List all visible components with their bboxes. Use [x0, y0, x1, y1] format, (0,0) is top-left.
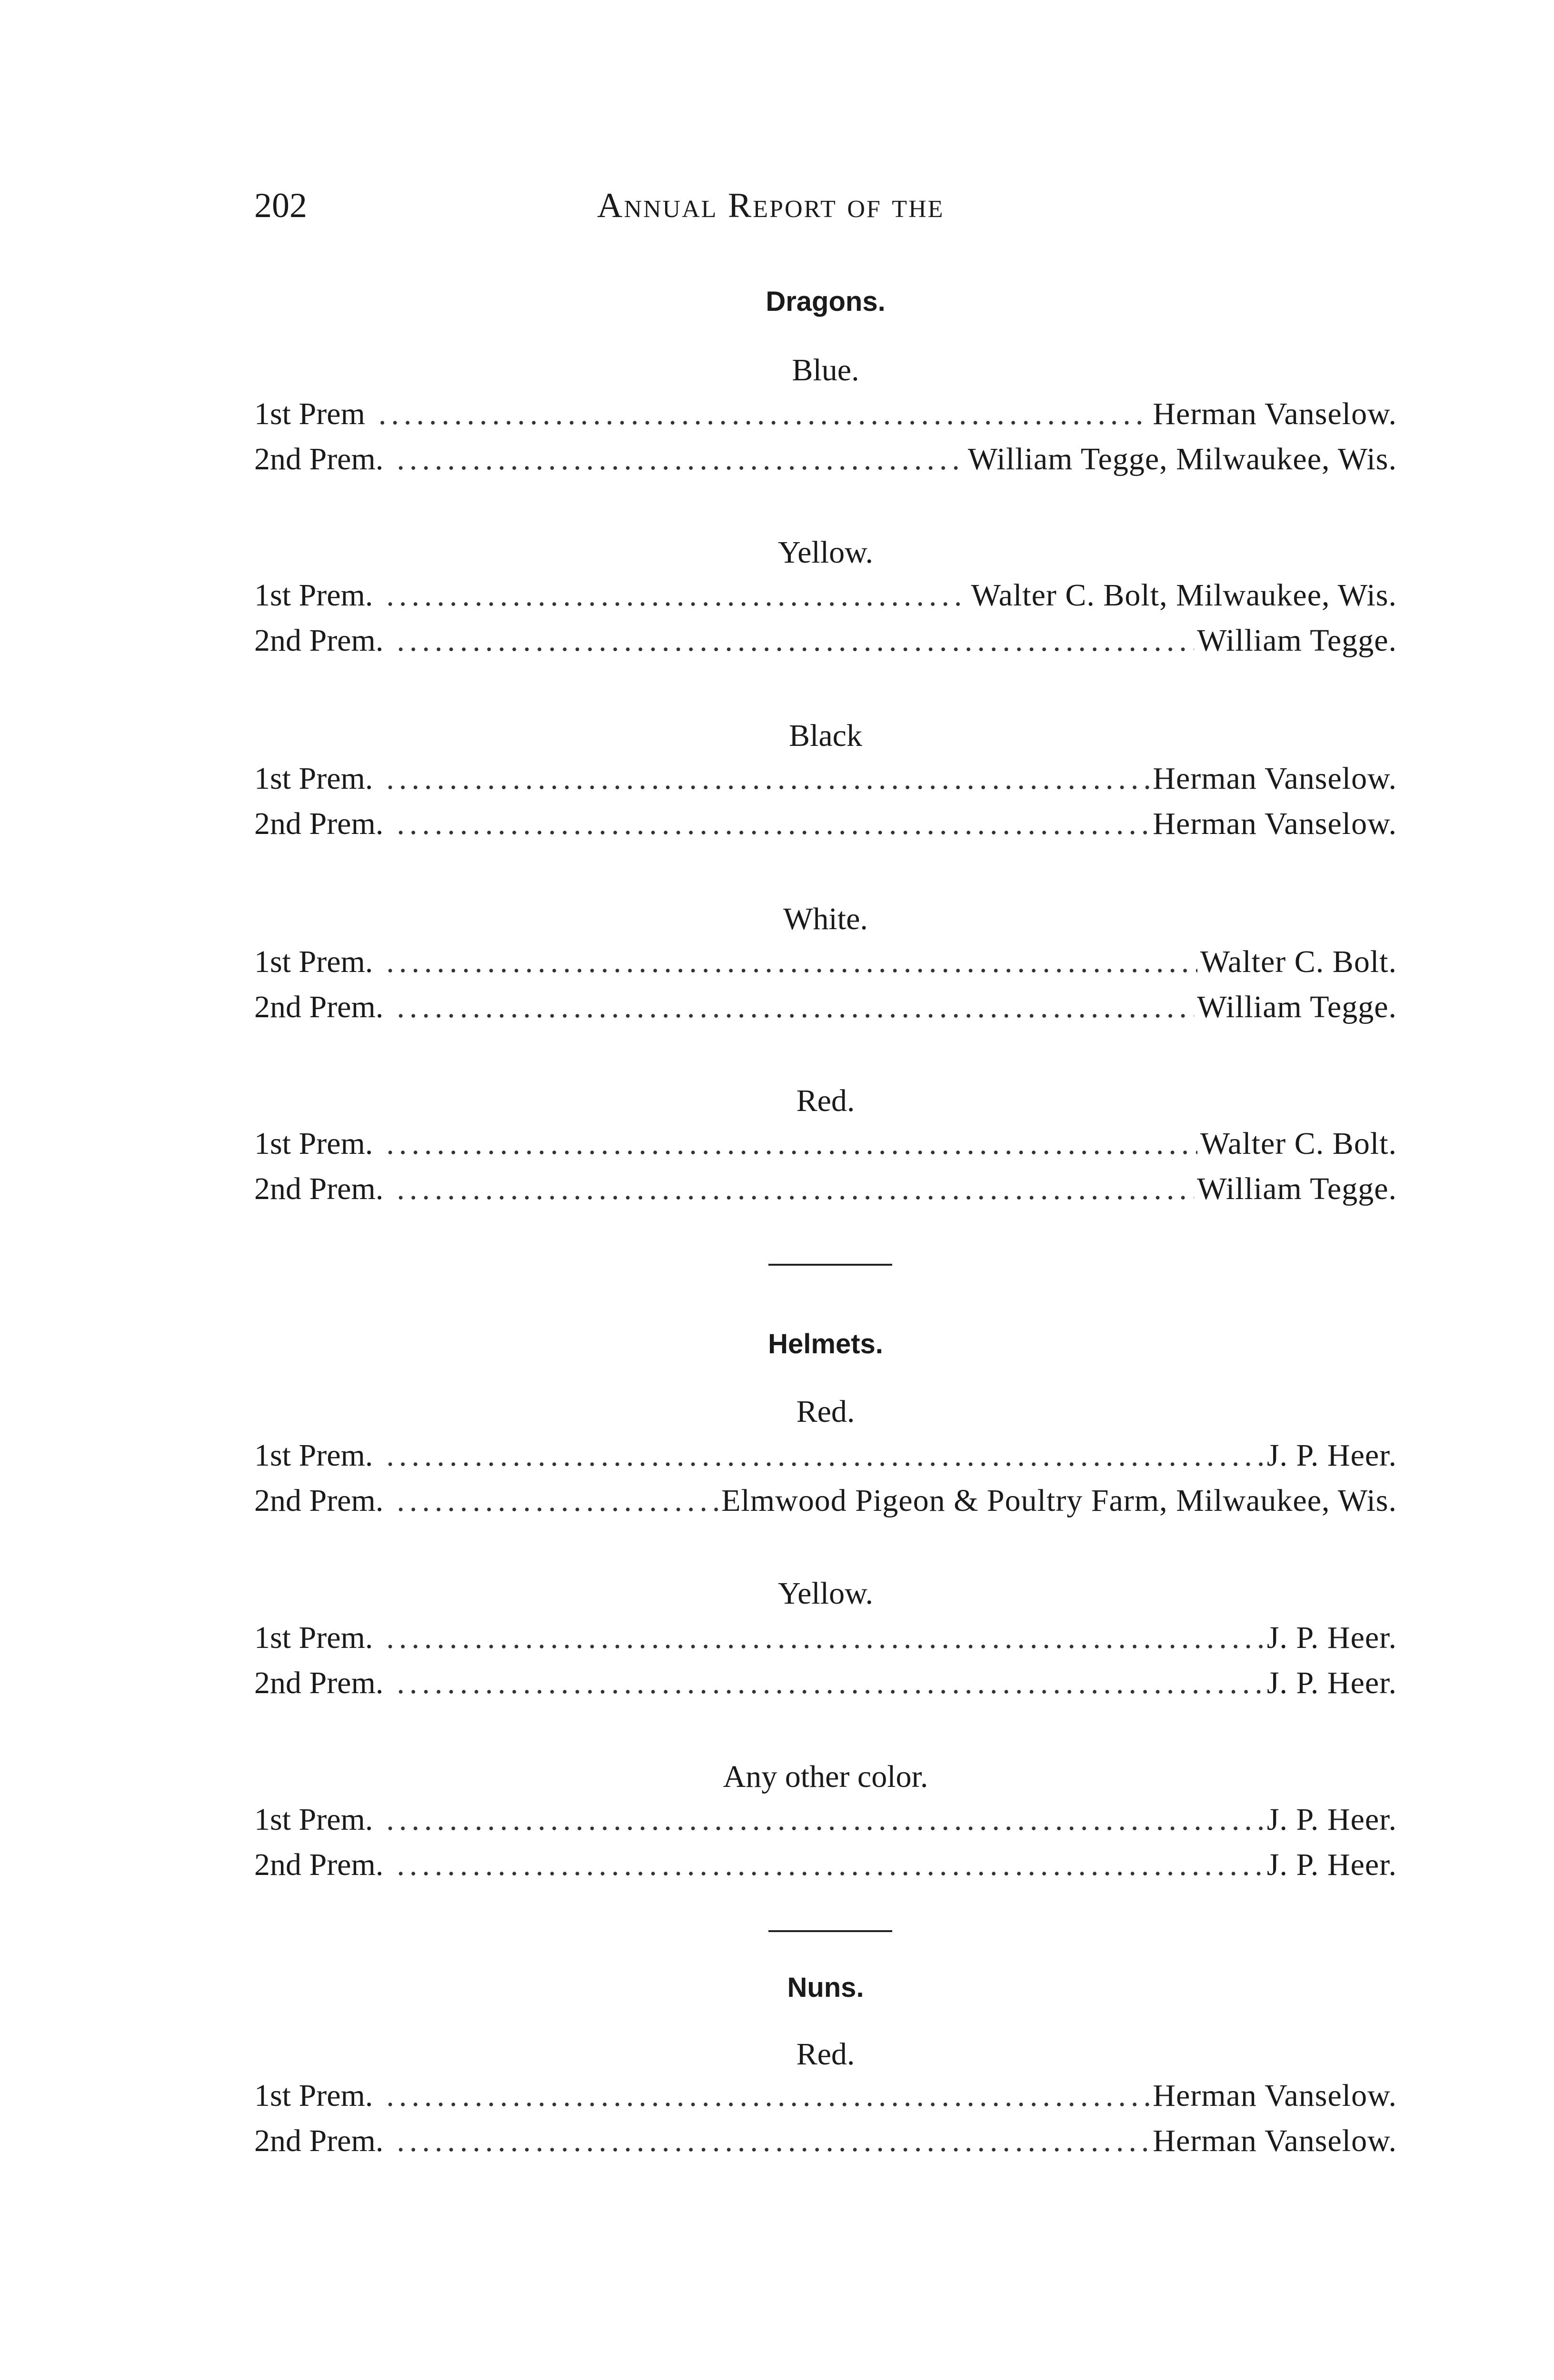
winner-name: Walter C. Bolt, Milwaukee, Wis.	[971, 578, 1397, 613]
dot-leader	[386, 1620, 1264, 1656]
premium-label: 2nd Prem.	[254, 2123, 384, 2158]
premium-label: 2nd Prem.	[254, 990, 384, 1024]
premium-row	[254, 806, 1397, 849]
premium-row	[254, 2078, 1397, 2121]
page-number: 202	[254, 186, 307, 225]
section-title: Dragons.	[766, 286, 886, 317]
dot-leader	[397, 1483, 718, 1519]
dot-leader	[397, 806, 1150, 842]
winner-name: J. P. Heer.	[1266, 1802, 1397, 1837]
premium-label: 1st Prem.	[254, 578, 373, 613]
premium-row	[254, 1620, 1397, 1663]
premium-row	[254, 1665, 1397, 1708]
dot-leader	[397, 623, 1194, 659]
winner-name: J. P. Heer.	[1266, 1438, 1397, 1473]
winner-name: Walter C. Bolt.	[1200, 1126, 1397, 1161]
premium-row	[254, 1847, 1397, 1890]
running-head: Annual Report of the	[597, 186, 945, 225]
dot-leader	[386, 2078, 1150, 2114]
winner-name: Herman Vanselow.	[1153, 806, 1397, 841]
premium-label: 2nd Prem.	[254, 1847, 384, 1882]
winner-name: William Tegge.	[1197, 623, 1397, 658]
premium-row	[254, 1483, 1397, 1526]
premium-label: 2nd Prem.	[254, 623, 384, 658]
dot-leader	[386, 944, 1197, 980]
section-title: Nuns.	[787, 1972, 864, 2003]
premium-row	[254, 761, 1397, 803]
winner-name: Herman Vanselow.	[1153, 2078, 1397, 2113]
premium-label: 1st Prem.	[254, 2078, 373, 2113]
color-heading: Yellow.	[778, 1576, 873, 1611]
premium-label: 1st Prem.	[254, 1620, 373, 1655]
premium-row	[254, 577, 1397, 620]
dot-leader	[397, 1665, 1264, 1701]
winner-name: Herman Vanselow.	[1153, 2123, 1397, 2158]
dot-leader	[386, 1126, 1197, 1162]
premium-label: 1st Prem.	[254, 944, 373, 979]
section-divider	[768, 1264, 892, 1266]
color-heading: Red.	[796, 1394, 855, 1429]
premium-row	[254, 1171, 1397, 1214]
color-heading: Yellow.	[778, 535, 873, 570]
dot-leader	[397, 1171, 1194, 1207]
dot-leader	[386, 1802, 1264, 1838]
premium-label: 1st Prem.	[254, 1802, 373, 1837]
dot-leader	[397, 989, 1194, 1025]
premium-label: 1st Prem.	[254, 1126, 373, 1161]
premium-row	[254, 944, 1397, 987]
premium-row	[254, 1802, 1397, 1844]
winner-name: J. P. Heer.	[1266, 1847, 1397, 1882]
dot-leader	[397, 441, 965, 477]
dot-leader	[386, 1438, 1264, 1474]
color-heading: Black	[789, 718, 862, 753]
page-header	[254, 186, 1064, 238]
winner-name: J. P. Heer.	[1266, 1620, 1397, 1655]
premium-row	[254, 396, 1397, 439]
color-heading: Any other color.	[723, 1759, 928, 1794]
winner-name: William Tegge, Milwaukee, Wis.	[967, 442, 1397, 476]
dot-leader	[397, 1847, 1264, 1883]
winner-name: William Tegge.	[1197, 1171, 1397, 1206]
section-title: Helmets.	[768, 1329, 883, 1359]
winner-name: Herman Vanselow.	[1153, 397, 1397, 431]
premium-row	[254, 623, 1397, 665]
premium-label: 2nd Prem.	[254, 1666, 384, 1700]
winner-name: William Tegge.	[1197, 990, 1397, 1024]
premium-row	[254, 2123, 1397, 2166]
color-heading: Blue.	[792, 353, 859, 387]
premium-label: 2nd Prem.	[254, 1171, 384, 1206]
section-divider	[768, 1930, 892, 1932]
premium-label: 2nd Prem.	[254, 806, 384, 841]
premium-label: 1st Prem.	[254, 761, 373, 796]
dot-leader	[386, 761, 1150, 797]
color-heading: Red.	[796, 2037, 855, 2072]
premium-label: 1st Prem.	[254, 1438, 373, 1473]
premium-row	[254, 1126, 1397, 1169]
premium-label: 2nd Prem.	[254, 442, 384, 476]
winner-name: J. P. Heer.	[1266, 1666, 1397, 1700]
winner-name: Walter C. Bolt.	[1200, 944, 1397, 979]
dot-leader	[386, 577, 968, 614]
winner-name: Elmwood Pigeon & Poultry Farm, Milwaukee, Wis.	[721, 1483, 1397, 1518]
premium-row	[254, 1438, 1397, 1480]
dot-leader	[397, 2123, 1150, 2159]
winner-name: Herman Vanselow.	[1153, 761, 1397, 796]
premium-label: 1st Prem	[254, 397, 365, 431]
color-heading: White.	[783, 902, 868, 936]
dot-leader	[379, 396, 1150, 432]
premium-row	[254, 441, 1397, 484]
color-heading: Red.	[796, 1083, 855, 1118]
premium-row	[254, 989, 1397, 1032]
premium-label: 2nd Prem.	[254, 1483, 384, 1518]
